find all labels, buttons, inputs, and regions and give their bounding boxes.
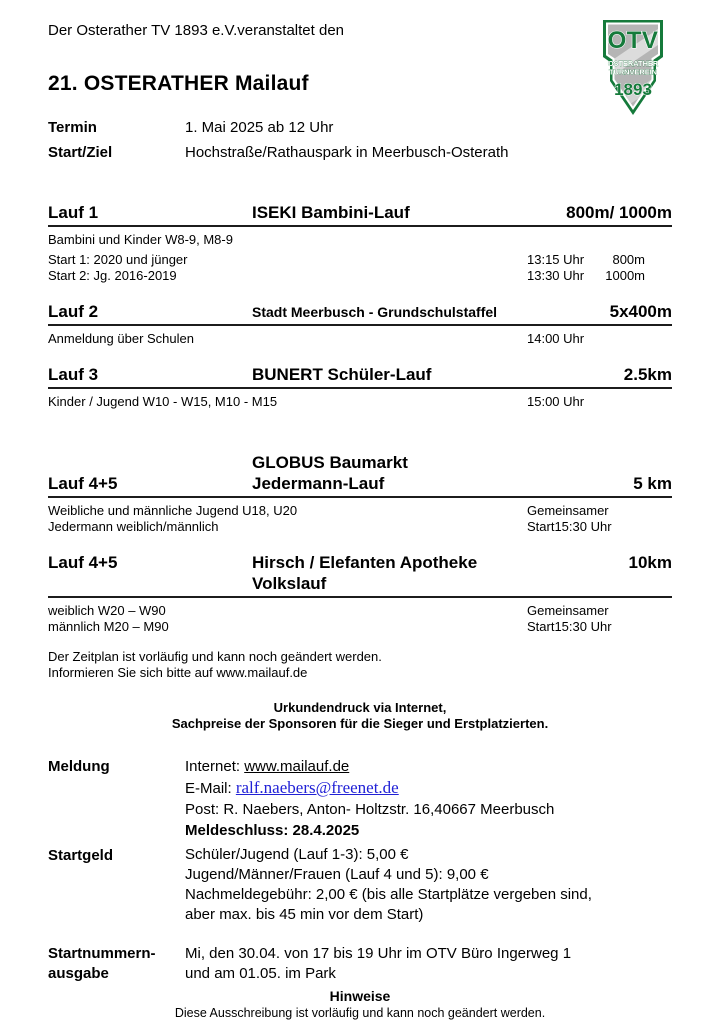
startnummern-label-line2: ausgabe xyxy=(48,965,109,982)
startnummern-lines xyxy=(185,944,672,984)
race2-time: 14:00 Uhr xyxy=(527,331,585,346)
race1-start1-text: Start 1: 2020 und jünger xyxy=(48,252,188,267)
race4-left-line1: Weibliche und männliche Jugend U18, U20 xyxy=(48,503,298,518)
race1-start2-text: Start 2: Jg. 2016-2019 xyxy=(48,268,177,283)
race2-title: Stadt Meerbusch - Grundschulstaffel xyxy=(252,304,498,320)
race4-right-lines xyxy=(527,503,672,535)
logo-year-text: 1893 xyxy=(614,80,652,99)
race4-left-lines xyxy=(48,503,527,535)
race5-title-line2: Volkslauf xyxy=(252,574,327,593)
race1-start2-row xyxy=(48,268,672,284)
startnummern-label-line1: Startnummern- xyxy=(48,945,156,962)
page-title: 21. OSTERATHER Mailauf xyxy=(48,72,309,95)
race5-detail-columns xyxy=(48,603,672,635)
race1-start1-row xyxy=(48,252,672,268)
race4-left-line2: Jedermann weiblich/männlich xyxy=(48,519,219,534)
meldung-label: Meldung xyxy=(48,758,110,775)
email-prefix: E-Mail: xyxy=(185,780,236,797)
race1-start2-time: 13:30 Uhr xyxy=(527,268,585,283)
race4-detail-columns xyxy=(48,503,672,535)
email-link[interactable]: ralf.naebers@freenet.de xyxy=(235,778,399,797)
startziel-value: Hochstraße/Rathauspark in Meerbusch-Osterath xyxy=(185,144,509,161)
logo-abbr-text: OTV xyxy=(607,27,659,54)
entry-fee-section xyxy=(48,845,672,925)
race3-time: 15:00 Uhr xyxy=(527,394,585,409)
race2-details xyxy=(48,326,672,347)
bib-pickup-line1: Mi, den 30.04. von 17 bis 19 Uhr im OTV Büro Ingerweg 1 xyxy=(185,945,572,962)
race2-text: Anmeldung über Schulen xyxy=(48,331,194,346)
race4-distance: 5 km xyxy=(633,474,672,493)
race3-header xyxy=(48,364,672,389)
race2-row xyxy=(48,331,672,347)
race4-right-line2: Start15:30 Uhr xyxy=(527,519,612,534)
fee-line1: Schüler/Jugend (Lauf 1-3): 5,00 € xyxy=(185,846,409,863)
hinweise-text: Diese Ausschreibung ist vorläufig und kann noch geändert werden. xyxy=(174,1006,546,1020)
certificate-note-line1: Urkundendruck via Internet, xyxy=(273,700,447,715)
intro-line: Der Osterather TV 1893 e.V.veranstaltet den xyxy=(48,22,345,39)
race1-start1-dist: 800m xyxy=(612,252,645,267)
certificate-note xyxy=(48,700,672,732)
race2-dist xyxy=(600,331,645,347)
race5-header xyxy=(48,552,672,598)
race5-left-lines xyxy=(48,603,527,635)
race3-title: BUNERT Schüler-Lauf xyxy=(252,365,432,384)
event-info xyxy=(48,115,672,165)
startziel-label: Start/Ziel xyxy=(48,144,113,161)
race-section-lauf3 xyxy=(48,364,672,410)
internet-line xyxy=(185,756,672,777)
race3-row xyxy=(48,394,672,410)
race2-header xyxy=(48,301,672,326)
race1-distance: 800m/ 1000m xyxy=(566,203,672,222)
race-section-lauf2 xyxy=(48,301,672,347)
document-content xyxy=(48,0,672,1021)
race5-left-line1: weiblich W20 – W90 xyxy=(48,603,166,618)
schedule-note xyxy=(48,649,672,681)
deadline-line: Meldeschluss: 28.4.2025 xyxy=(185,822,360,839)
race-section-lauf45-10km xyxy=(48,552,672,635)
race4-title-block xyxy=(252,452,633,494)
info-row-startziel xyxy=(48,140,672,165)
race-section-lauf1 xyxy=(48,202,672,284)
race3-dist xyxy=(600,394,645,410)
race2-distance: 5x400m xyxy=(609,302,672,321)
race5-details xyxy=(48,598,672,635)
race1-start2-dist: 1000m xyxy=(605,268,645,283)
startgeld-lines xyxy=(185,845,672,925)
startnummern-label xyxy=(48,944,185,984)
race4-title-line1: GLOBUS Baumarkt xyxy=(252,453,408,472)
fee-line2: Jugend/Männer/Frauen (Lauf 4 und 5): 9,00 € xyxy=(185,866,489,883)
race5-right-lines xyxy=(527,603,672,635)
race2-label: Lauf 2 xyxy=(48,302,99,321)
mailauf-website-link[interactable]: www.mailauf.de xyxy=(244,758,350,775)
bib-pickup-line2: und am 01.05. im Park xyxy=(185,965,336,982)
bib-pickup-section xyxy=(48,944,672,984)
race5-right-line1: Gemeinsamer xyxy=(527,603,609,618)
hinweise-heading: Hinweise xyxy=(329,988,391,1004)
race5-distance: 10km xyxy=(628,553,672,572)
race3-text: Kinder / Jugend W10 - W15, M10 - M15 xyxy=(48,394,278,409)
race1-start1-time: 13:15 Uhr xyxy=(527,252,585,267)
race1-categories: Bambini und Kinder W8-9, M8-9 xyxy=(48,232,233,247)
registration-section xyxy=(48,756,672,841)
race5-title-block xyxy=(252,552,629,594)
race5-right-line2: Start15:30 Uhr xyxy=(527,619,612,634)
race3-label: Lauf 3 xyxy=(48,365,99,384)
termin-value: 1. Mai 2025 ab 12 Uhr xyxy=(185,119,334,136)
race4-details xyxy=(48,498,672,535)
termin-label: Termin xyxy=(48,119,97,136)
logo-name-line1: OSTERATHER xyxy=(607,59,659,68)
post-line: Post: R. Naebers, Anton- Holtzstr. 16,40667 Meerbusch xyxy=(185,801,555,818)
race1-details xyxy=(48,227,672,284)
info-row-termin xyxy=(48,115,672,140)
race5-left-line2: männlich M20 – M90 xyxy=(48,619,169,634)
startgeld-label: Startgeld xyxy=(48,847,114,864)
race1-title: ISEKI Bambini-Lauf xyxy=(252,203,410,222)
race-section-lauf45-5km xyxy=(48,452,672,535)
fee-line3: Nachmeldegebühr: 2,00 € (bis alle Startplätze vergeben sind, xyxy=(185,886,592,903)
meldung-lines xyxy=(185,756,672,841)
internet-prefix: Internet: xyxy=(185,758,245,775)
race1-label: Lauf 1 xyxy=(48,203,99,222)
race4-header xyxy=(48,452,672,498)
race4-right-line1: Gemeinsamer xyxy=(527,503,609,518)
race5-title-line1: Hirsch / Elefanten Apotheke xyxy=(252,553,478,572)
schedule-note-line2: Informieren Sie sich bitte auf www.mailauf.de xyxy=(48,665,308,680)
race1-header xyxy=(48,202,672,227)
race3-distance: 2.5km xyxy=(623,365,672,384)
race5-label: Lauf 4+5 xyxy=(48,553,118,572)
certificate-note-line2: Sachpreise der Sponsoren für die Sieger und Erstplatzierten. xyxy=(171,716,549,731)
logo-name-line2: TURNVEREIN xyxy=(608,67,658,77)
race4-label: Lauf 4+5 xyxy=(48,474,118,493)
fee-line4: aber max. bis 45 min vor dem Start) xyxy=(185,906,424,923)
schedule-note-line1: Der Zeitplan ist vorläufig und kann noch geändert werden. xyxy=(48,649,382,664)
race4-title-line2: Jedermann-Lauf xyxy=(252,474,385,493)
race3-details xyxy=(48,389,672,410)
email-line xyxy=(185,777,672,799)
